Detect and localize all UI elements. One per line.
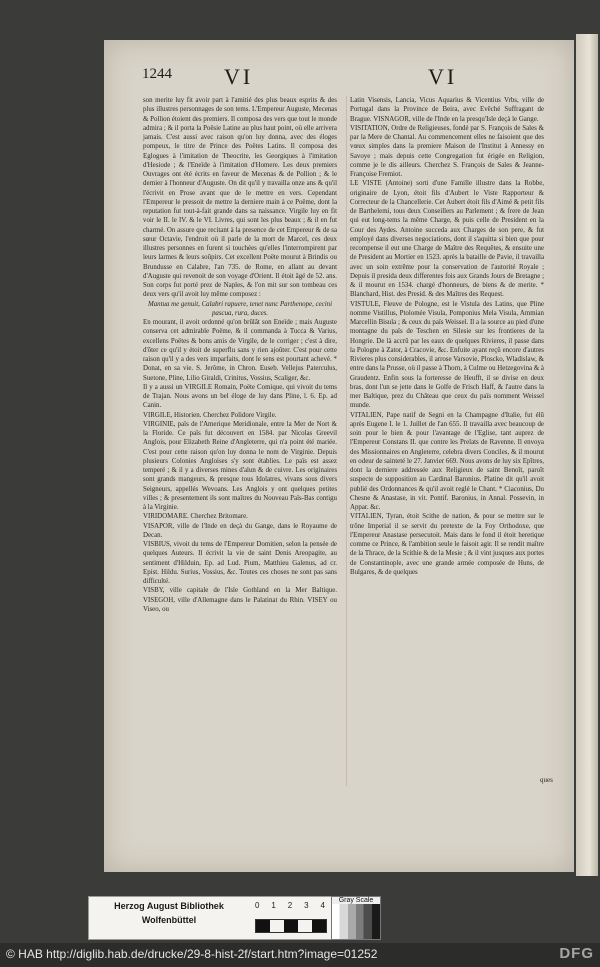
catchword: ques (540, 776, 553, 784)
paragraph: VISBY, ville capitale de l'Isle Gothland en la Mer Baltique. VISEGOH, ville d'Allemagne dans le Palatinat du Rhin. VISEY ou Viseo, ou (143, 587, 337, 613)
paragraph: VISITATION, Ordre de Religieuses, fondé par S. François de Sales & par la Mere de Chantal. Au commencement elles ne faisoient que des vœux simples dans la premiere Maison de l'Institut à Annessy en Savoye ; mais depuis cette Congregation fut érigée en Religion, comme je le dis ailleurs. Cherchez S. François de Sales & Jeanne-Françoise Fremiot. (350, 124, 544, 178)
dfg-logo: DFG (559, 945, 594, 962)
paragraph: VISTULE, Fleuve de Pologne, est le Vistula des Latins, que Pline nomme Vistillus, Ptolomée Visula, Pomponius Mela Visula, Ammian Marcellin Bisula ; & ceux du païs Weissel. Il a la source au pied d'une montagne du païs de Teschen en Silesie sur les frontieres de la Hongrie. De là accrû par les eaux de quelques Rivieres, il passe dans la Pologne à Zator, à Cracovie, &c. Enfuite ayant reçû encore d'autres Rivieres plus considerables, il arrose Varsovie, Ploscko, Wladislaw, & entre dans la Prusse, où il passe à Thorn, à Culme ou Hetzegovina & à Graudentz. Enfin sous la forteresse de Heufft, il se divise en deux bras, dont l'un se jette dans le Golfe de Frisch Haff, & l'autre dans la mer Baltique, prez du Château que ceux du païs nomment Weissel munde. (350, 300, 544, 410)
scale-number: 2 (287, 901, 293, 910)
scale-number: 3 (304, 901, 309, 910)
library-city: Wolfenbüttel (141, 915, 197, 925)
book-binding (576, 34, 598, 876)
library-name: Herzog August Bibliothek (114, 901, 224, 911)
scale-number: 1 (271, 901, 276, 910)
paragraph: Latin Visensis, Lancia, Vicus Aquarius & Vicentius Vrbs, ville de Portugal dans la Province de Beira, avec Evêché Suffragant de Brague. VISNAGOR, ville de l'Inde en la presqu'Isle deçà le Gange. (350, 97, 544, 123)
ruler-scale-bar (255, 919, 327, 933)
column-divider (346, 96, 347, 786)
page-header (142, 64, 558, 94)
paragraph: VIRGINIE, païs de l'Amerique Meridionale, entre la Mer de Nort & la Floride. Ce païs fut découvert en 1584. par Nicolas Greevil Anglois, pour Elizabeth Reine d'Angleterre, qui n'a point été mariée. C'est pour cette raison qu'on luy donna le nom de Virginie. Depuis plusieurs Colonies Angloises s'y sont établies. Le païs est assez temperé ; & il y a diverses mines d'alun & de cuivre. Les originaires sont grands mangeurs, & presque tous Idolatres, vivans sous divers Seigneurs, appellés Wevoans. Les Anglois y ont quelques petites villes ; & presentement ils sont maîtres du Nouveau Païs-Bas contigu à la Virginie. (143, 420, 337, 511)
gray-scale-label: Gray Scale (332, 897, 380, 904)
paragraph: VIRGILE, Historien. Cherchez Polidore Virgile. (143, 411, 277, 419)
scale-numbers (255, 901, 325, 915)
paragraph: Il y a aussi un VIRGILE Romain, Poëte Comique, qui vivoit du tems de Trajan. Nous avons un bel éloge de luy dans Pline, l. 6. Ep. ad Canin. (143, 383, 337, 410)
paragraph: VISAPOR, ville de l'Inde en deçà du Gange, dans le Royaume de Decan. (143, 522, 337, 539)
paragraph: son merite luy fit avoir part à l'amitié des plus beaux esprits & des plus illustres personnages de son tems. L'Empereur Auguste, Mecenas & Pollion étoient des premiers. Il composa des vers que tout le monde admira ; & il porta la Poësie Latine au plus haut point, où elle arrivera jamais. C'est aussi avec raison qu'on luy donna, avec des éloges pompeux, le titre de Prince des Poëtes Latins. Il composa des Eglogues à l'imitation de Theocrite, les Georgiques à l'imitation d'Hesiode ; & l'Eneïde à l'imitation d'Homere. Les deux premiers Ouvrages ont été écrits en faveur de Mecenas & de Pollion ; & le dernier à l'honneur d'Auguste. On dit qu'il y travailla onze ans & qu'il l'écrivit en Prose avant que de le mettre en vers. Cependant l'Empereur le pressoit de mettre la derniere main à ce Poëme, dont la reputation fut tout-à-fait grande dans sa naissance. Virgile luy en fit voir le II. le IV. & le VI. Livres, qui sont les plus beaux ; & il en fut charmé. On assure que recitant à la presence de cet Empereur & de sa sœur Octavie, l'endroit où il parle de la mort de Marcel, ces deux illustres personnes en furent si touchées qu'elles l'interrompirent par leurs larmes & leurs soûpirs. Cet excellent Poëte mourut à Brindis ou Brundusse en Calabre, l'an 735. de Rome, en allant au devant d'Auguste qui revenoit de son voyage d'Orient. Il étoit âgé de 52. ans. Son corps fut porté prez de Naples, & l'on mit sur son tombeau ces deux vers qu'il avoit luy même composez : (143, 97, 337, 299)
gray-scale-card (331, 896, 381, 940)
paragraph: VITALIEN, Tyran, étoit Scithe de nation, & pour se mettre sur le trône Imperial il se servit du pretexte de la Foy Orthodoxe, que l'Empereur Anastase persecutoit. Mais dans le fond il étoit heretique comme ce Prince, & l'ambition seule le faisoit agir. Il se rendit maître de la Thrace, de la Scithie & de la Mesie ; & il vint jusques aux portes de Constantinople, avec une grande armée composée de Huns, de Bulgares, & de quelques (350, 513, 544, 576)
paragraph: VITALIEN, Pape natif de Segni en la Champagne d'Italie, fut élû après Eugene I. le 1. Juillet de l'an 655. Il travailla avec beaucoup de soin pour le bien & pour l'avantage de l'Eglise, tant auprez de l'Empereur Constans II. que contre les Prelats de Ravenne. Il envoya des Missionnaires en Angleterre, celebra divers Conciles, & il mourut en odeur de sainteté le 27. Janvier 669. Nous avons de luy six Epîtres, dont la derniere addressée aux Religieux de saint Benoît, paroît suspecte de supposition au Cardinal Baronius. Platine dit qu'il avoit publié des Ordonnances & qu'il avoit reglé le Chant. * Ciaconius, Du Chesne & Anastase, in vit. Pontif. Baronius, in Annal. Possevin, in Appar. &c. (350, 411, 544, 511)
page-number: 1244 (142, 66, 172, 82)
paragraph: LE VISTE (Antoine) sorti d'une Famille illustre dans la Robbe, originaire de Lyon, étoit fils d'Aubert le Viste Rapporteur & Correcteur de la Chancellerie. Cet Aubert étoit fils d'Aimé & petit fils de Barthelemi, tous deux Conseillers au Parlement ; & frere de Jean qui eut long-tems la même Charge, & puis celle de President en la Cour des Aydes. Antoine succeda aux Charges de son pere, & fut employé dans diverses negociations, dont il s'aquitta si bien que pour recompense il eut une Charge de Maître des Requêtes, & ensuite une de President au Mortier en 1523. après la bataille de Pavie, il travailla avec un soin extrême pour la conservation de l'autorité Royale ; Depuis il presida deux differentes fois aux Grands Jours de Bretagne ; & il mourut en 1534. chargé d'honneurs, de biens & de merite. * Blanchard, Hist. des Presid. & des Maîtres des Request. (350, 180, 544, 299)
paragraph: Mantua me genuit, Calabri rapuere, tenet nunc Parthenope, cecini pascua, rura, duces. (147, 300, 333, 317)
paragraph: VISBIUS, vivoit du tems de l'Empereur Domitien, selon la pensée de quelques Auteurs. Il écrivit la vie de saint Denis Areopagite, au sentiment d'Hilduin, Ep. ad Lud. Pium, Matthieu Galenus, ad cr. Epist. Hildu. Surius, Vossius, &c. Toutes ces choses ne sont pas sans difficulté. (143, 541, 337, 585)
header-right-letters: VI (428, 64, 458, 89)
scale-number: 0 (255, 901, 260, 910)
viewer-footer (0, 943, 600, 967)
left-text-column (143, 96, 337, 796)
paragraph: VIRIDOMARE. Cherchez Britomare. (143, 513, 248, 521)
paragraph: En mourant, il avoit ordonné qu'on brûlât son Eneïde ; mais Auguste conserva cet admirable Poëme, & il commanda à Tucca & Varius, excellens Poëtes & bons amis de Virgile, de le corriger ; c'est à dire, d'ôter ce qu'il y étoit de superflu sans y rien ajoûter. C'est pour cette raison qu'il y a des vers imparfaits, dont le sens est pourtant achevé. * Donat, en sa vie. S. Jerôme, in Chron. Euseb. Vellejus Paterculus, Suetone, Pline, Lilio Giraldi, Crinitus, Vossius, Scaliger, &c. (143, 319, 337, 382)
header-left-letters: VI (224, 64, 254, 89)
scale-number: 4 (320, 901, 325, 910)
copyright-link[interactable]: © HAB http://diglib.hab.de/drucke/29-8-hist-2f/start.htm?image=01252 (6, 947, 378, 961)
library-tag (88, 896, 332, 940)
right-text-column (350, 96, 544, 786)
